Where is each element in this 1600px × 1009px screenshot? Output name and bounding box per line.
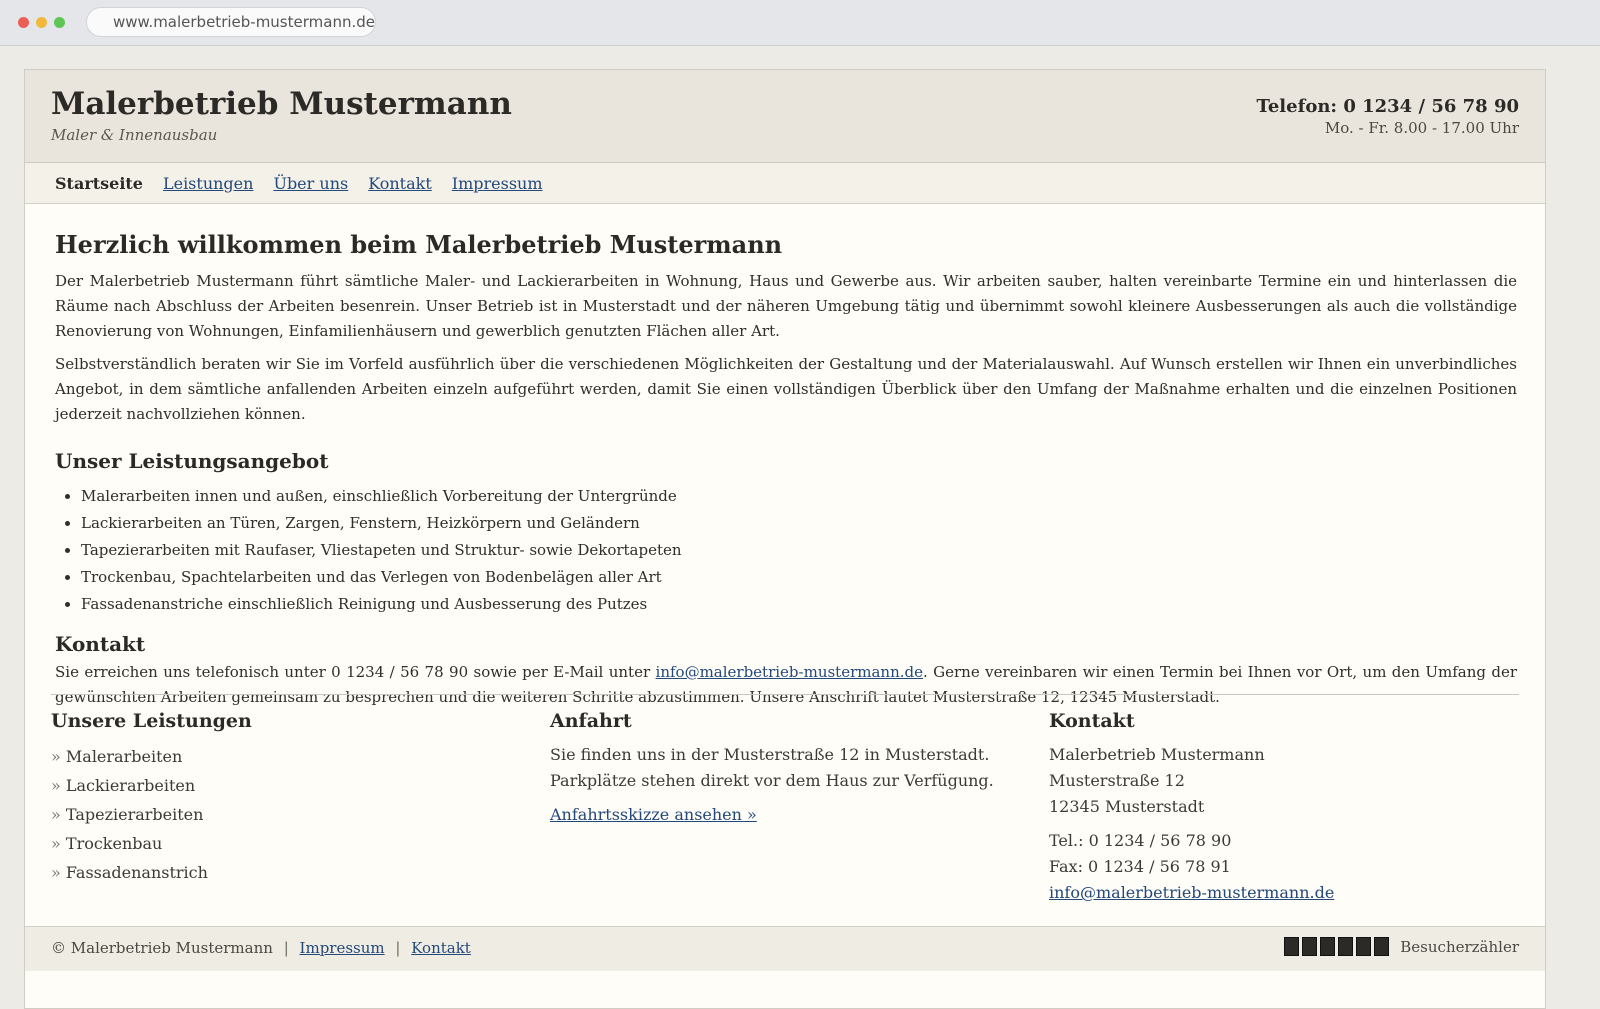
counter-label: Besucherzähler: [1400, 937, 1519, 956]
close-window-icon[interactable]: [18, 17, 29, 28]
bottom-impressum-link[interactable]: Impressum: [299, 939, 385, 957]
services-heading: Unser Leistungsangebot: [55, 449, 329, 473]
contact-tel: Tel.: 0 1234 / 56 78 90: [1049, 831, 1232, 850]
nav-item-kontakt[interactable]: Kontakt: [368, 173, 432, 193]
footer-service-label: Malerarbeiten: [65, 747, 183, 766]
footer-service-label: Tapezierarbeiten: [65, 805, 204, 824]
nav-item-startseite[interactable]: Startseite: [55, 173, 143, 193]
bottom-kontakt-link[interactable]: Kontakt: [411, 939, 471, 957]
footer-columns: [51, 710, 1519, 920]
contact-fax: Fax: 0 1234 / 56 78 91: [1049, 857, 1231, 876]
footer-service-label: Trockenbau: [65, 834, 163, 853]
intro-paragraph-1: Der Malerbetrieb Mustermann führt sämtliche Maler- und Lackierarbeiten in Wohnung, Haus und Gewerbe aus. Wir arbeiten sauber, halten vereinbarte Termine ein und hinterlassen die Räume nach Abschluss der Arbeiten besenrein. Unser Betrieb ist in Musterstadt und der näheren Umgebung tätig und übernimmt sowohl kleinere Ausbesserungen als auch die vollständige Renovierung von Wohnungen, Einfamilienhäusern und gewerblich genutzten Flächen aller Art.: [55, 272, 1517, 340]
contact-email-link[interactable]: info@malerbetrieb-mustermann.de: [655, 663, 923, 681]
site-subtitle: Maler & Innenausbau: [51, 126, 218, 144]
copyright-line: [51, 939, 471, 957]
list-item: • Tapezierarbeiten mit Raufaser, Vliestapeten und Struktur- sowie Dekortapeten: [81, 537, 1517, 564]
footer-service-link[interactable]: [51, 771, 511, 800]
contact-text-post: . Gerne vereinbaren wir einen Termin bei Ihnen vor Ort, um den Umfang der gewünschten Arbeiten gemeinsam zu besprechen und die weiteren Schritte abzustimmen. Unsere Anschrift lautet Musterstraße 12, 12345 Musterstadt.: [55, 663, 1517, 706]
footer-service-link[interactable]: [51, 742, 511, 771]
footer-divider: [51, 694, 1519, 695]
footer-service-label: Fassadenanstrich: [65, 863, 208, 882]
counter-digit-box: [1338, 937, 1353, 956]
arrow-icon: »: [51, 863, 61, 882]
counter-digits: [1284, 937, 1389, 956]
arrow-icon: »: [51, 747, 61, 766]
contact-address: [1049, 742, 1509, 820]
main-content: [25, 204, 1545, 710]
visitor-counter: [1284, 937, 1519, 956]
directions-text: Sie finden uns in der Musterstraße 12 in Musterstadt. Parkplätze stehen direkt vor dem Haus zur Verfügung.: [550, 745, 994, 790]
contact-paragraph: [55, 660, 1517, 710]
page-heading: Herzlich willkommen beim Malerbetrieb Mustermann: [55, 230, 783, 259]
site-header: [25, 70, 1545, 163]
footer-directions-heading: Anfahrt: [550, 710, 632, 732]
footer-contact-heading: Kontakt: [1049, 710, 1135, 732]
list-item: • Trockenbau, Spachtelarbeiten und das Verlegen von Bodenbelägen aller Art: [81, 564, 1517, 591]
directions-map-link[interactable]: Anfahrtsskizze ansehen »: [550, 805, 757, 824]
footer-service-link[interactable]: [51, 800, 511, 829]
page-container: [24, 69, 1546, 1009]
header-hours: Mo. - Fr. 8.00 - 17.00 Uhr: [1324, 119, 1519, 137]
main-navigation: [25, 163, 1545, 204]
footer-contact: [1049, 710, 1509, 914]
maximize-window-icon[interactable]: [54, 17, 65, 28]
separator: |: [395, 939, 401, 957]
footer-service-link[interactable]: [51, 829, 511, 858]
services-list: [55, 483, 1517, 618]
site-title: Malerbetrieb Mustermann: [51, 86, 512, 122]
contact-heading: Kontakt: [55, 632, 146, 656]
counter-digit-box: [1320, 937, 1335, 956]
contact-street: Musterstraße 12: [1049, 771, 1185, 790]
separator: |: [283, 939, 289, 957]
intro-paragraph-2: Selbstverständlich beraten wir Sie im Vorfeld ausführlich über die verschiedenen Möglichkeiten der Gestaltung und der Materialauswahl. Auf Wunsch erstellen wir Ihnen ein unverbindliches Angebot, in dem sämtliche anfallenden Arbeiten einzeln aufgeführt werden, damit Sie einen vollständigen Überblick über den Umfang der Maßnahme erhalten und die einzelnen Positionen jederzeit nachvollziehen können.: [55, 355, 1517, 423]
nav-item-ueber-uns[interactable]: Über uns: [273, 173, 349, 193]
arrow-icon: »: [51, 834, 61, 853]
minimize-window-icon[interactable]: [36, 17, 47, 28]
footer-services-heading: Unsere Leistungen: [51, 710, 252, 732]
footer-service-label: Lackierarbeiten: [65, 776, 196, 795]
header-phone: Telefon: 0 1234 / 56 78 90: [1256, 96, 1519, 117]
bottom-bar: [25, 926, 1545, 971]
browser-toolbar: [0, 0, 1600, 46]
contact-city: 12345 Musterstadt: [1049, 797, 1205, 816]
contact-numbers: [1049, 828, 1509, 906]
list-item: • Lackierarbeiten an Türen, Zargen, Fenstern, Heizkörpern und Geländern: [81, 510, 1517, 537]
list-item: • Malerarbeiten innen und außen, einschließlich Vorbereitung der Untergründe: [81, 483, 1517, 510]
address-bar[interactable]: www.malerbetrieb-mustermann.de: [86, 7, 376, 37]
nav-item-impressum[interactable]: Impressum: [451, 173, 543, 193]
counter-digit-box: [1356, 937, 1371, 956]
footer-services: [51, 710, 511, 887]
list-item: • Fassadenanstriche einschließlich Reinigung und Ausbesserung des Putzes: [81, 591, 1517, 618]
contact-company-name: Malerbetrieb Mustermann: [1049, 745, 1265, 764]
footer-email-link[interactable]: info@malerbetrieb-mustermann.de: [1049, 883, 1335, 902]
footer-service-link[interactable]: [51, 858, 511, 887]
footer-directions: [550, 710, 1010, 828]
counter-digit-box: [1374, 937, 1389, 956]
nav-item-leistungen[interactable]: Leistungen: [162, 173, 254, 193]
counter-digit-box: [1284, 937, 1299, 956]
counter-digit-box: [1302, 937, 1317, 956]
contact-text-pre: Sie erreichen uns telefonisch unter 0 1234 / 56 78 90 sowie per E-Mail unter: [55, 663, 656, 681]
copyright-text: © Malerbetrieb Mustermann: [51, 939, 273, 957]
arrow-icon: »: [51, 805, 61, 824]
arrow-icon: »: [51, 776, 61, 795]
